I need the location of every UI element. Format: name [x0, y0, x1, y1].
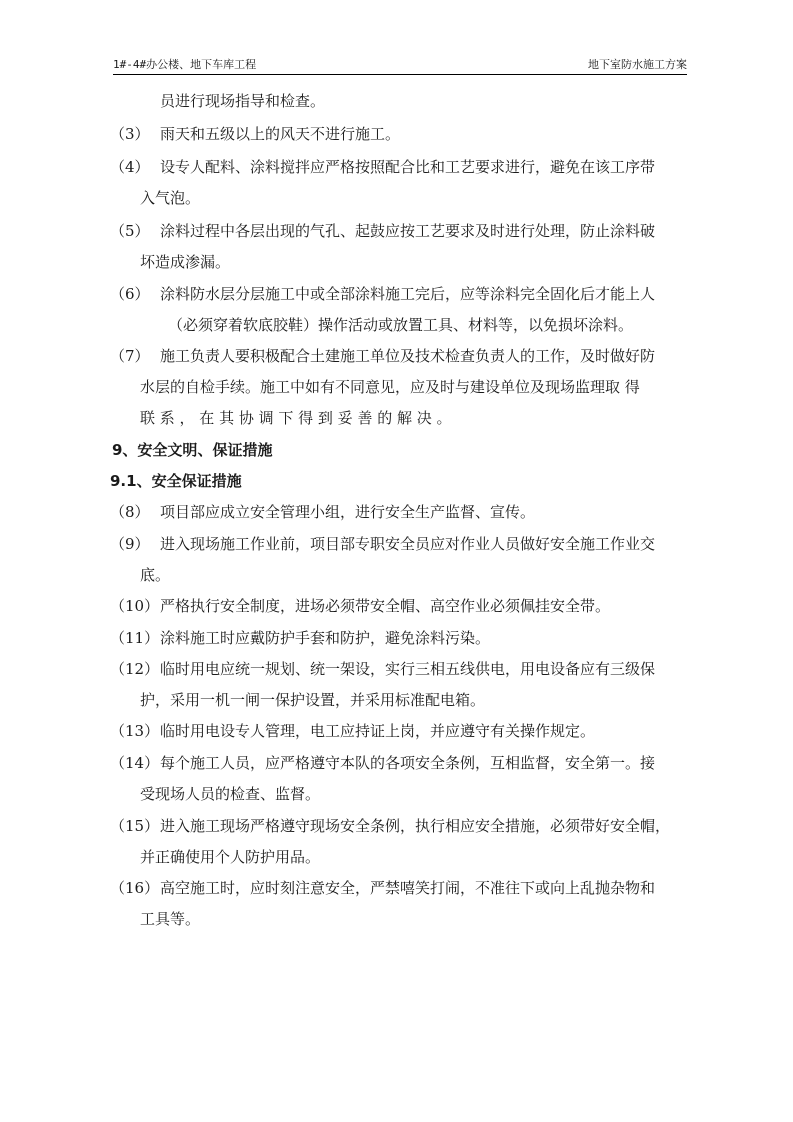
item-text: 入气泡。 [140, 189, 201, 207]
item-text: 涂料过程中各层出现的气孔、起鼓应按工艺要求及时进行处理，防止涂料破 [160, 222, 656, 240]
item-text: 涂料防水层分层施工中或全部涂料施工完后，应等涂料完全固化后才能上人 [160, 285, 656, 303]
item-text: 底。 [140, 566, 171, 584]
header-document-title: 地下室防水施工方案 [588, 58, 687, 71]
item-text: 施工负责人要积极配合土建施工单位及技术检查负责人的工作，及时做好防 [160, 347, 656, 365]
item-number: （4） [110, 158, 150, 176]
item-text: 联 系 ， 在 其 协 调 下 得 到 妥 善 的 解 决 。 [140, 409, 452, 427]
page-header [113, 52, 687, 72]
header-project-title: 1#-4#办公楼、地下车库工程 [113, 58, 257, 71]
item-text: （必须穿着软底胶鞋）操作活动或放置工具、材料等，以免损坏涂料。 [168, 316, 634, 334]
item-text: 坏造成渗漏。 [140, 253, 231, 271]
item-number: （11） [110, 629, 160, 647]
item-text: 并正确使用个人防护用品。 [140, 848, 321, 866]
item-text: 临时用电应统一规划、统一架设，实行三相五线供电，用电设备应有三级保 [160, 660, 656, 678]
subsection-heading: 9.1、安全保证措施 [110, 472, 242, 490]
item-number: （13） [110, 722, 160, 740]
item-text: 护，采用一机一闸一保护设置，并采用标准配电箱。 [140, 691, 486, 709]
item-number: （3） [110, 125, 150, 143]
item-number: （6） [110, 285, 150, 303]
item-text: 受现场人员的检查、监督。 [140, 785, 321, 803]
item-number: （15） [110, 817, 160, 835]
section-heading: 9、安全文明、保证措施 [112, 441, 273, 459]
item-text: 高空施工时，应时刻注意安全，严禁嘻笑打闹，不准往下或向上乱抛杂物和 [160, 879, 656, 897]
item-text: 进入施工现场严格遵守现场安全条例，执行相应安全措施，必须带好安全帽， [160, 817, 671, 835]
item-number: （10） [110, 597, 160, 615]
item-text: 项目部应成立安全管理小组，进行安全生产监督、宣传。 [160, 503, 536, 521]
item-text: 工具等。 [140, 910, 201, 928]
item-number: （9） [110, 535, 150, 553]
item-text: 临时用电设专人管理，电工应持证上岗，并应遵守有关操作规定。 [160, 722, 596, 740]
item-text: 进入现场施工作业前，项目部专职安全员应对作业人员做好安全施工作业交 [160, 535, 656, 553]
item-text: 严格执行安全制度，进场必须带安全帽、高空作业必须佩挂安全带。 [160, 597, 611, 615]
item-text: 设专人配料、涂料搅拌应严格按照配合比和工艺要求进行，避免在该工序带 [160, 158, 656, 176]
item-number: （8） [110, 503, 150, 521]
item-number: （16） [110, 879, 160, 897]
item-number: （5） [110, 222, 150, 240]
item-number: （7） [110, 347, 150, 365]
item-text: 水层的自检手续。施工中如有不同意见，应及时与建设单位及现场监理取 得 [140, 378, 640, 396]
item-text: 员进行现场指导和检查。 [160, 92, 326, 110]
item-text: 雨天和五级以上的风天不进行施工。 [160, 125, 401, 143]
item-text: 涂料施工时应戴防护手套和防护，避免涂料污染。 [160, 629, 491, 647]
item-number: （12） [110, 660, 160, 678]
header-divider [113, 74, 687, 75]
item-text: 每个施工人员，应严格遵守本队的各项安全条例，互相监督，安全第一。接 [160, 754, 656, 772]
item-number: （14） [110, 754, 160, 772]
